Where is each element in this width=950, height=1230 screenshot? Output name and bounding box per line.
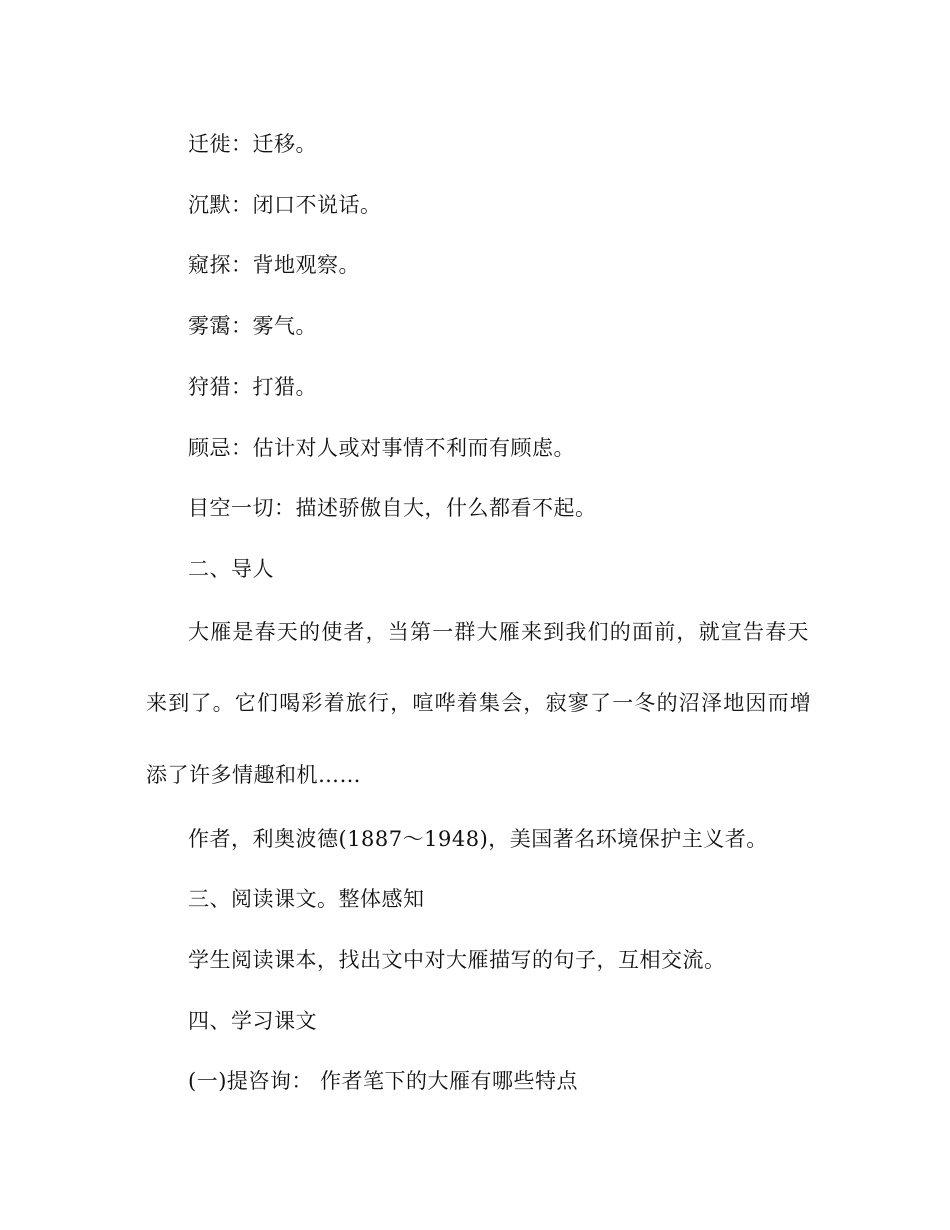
author-note: 作者，利奥波德(1887～1948)，美国著名环境保护主义者。 xyxy=(188,827,768,851)
paragraph-intro-line-2: 来到了。它们喝彩着旅行，喧哗着集会，寂寥了一冬的沼泽地因而增 xyxy=(146,691,812,715)
question-line: (一)提咨询： 作者笔下的大雁有哪些特点 xyxy=(188,1069,579,1093)
vocab-line-mukongyiqie: 目空一切：描述骄傲自大，什么都看不起。 xyxy=(188,496,597,520)
reading-instruction: 学生阅读课本，找出文中对大雁描写的句子，互相交流。 xyxy=(188,948,726,972)
vocab-line-guji: 顾忌：估计对人或对事情不利而有顾虑。 xyxy=(188,436,575,460)
section-heading-study: 四、学习课文 xyxy=(188,1009,317,1033)
section-heading-reading: 三、阅读课文。整体感知 xyxy=(188,887,425,911)
paragraph-intro-line-3: 添了许多情趣和机…… xyxy=(146,763,361,787)
vocab-line-chenmo: 沉默：闭口不说话。 xyxy=(188,193,382,217)
vocab-line-qianxi: 迁徙：迁移。 xyxy=(188,132,317,156)
paragraph-intro-line-1: 大雁是春天的使者，当第一群大雁来到我们的面前，就宣告春天 xyxy=(188,620,810,644)
vocab-line-kuitan: 窥探：背地观察。 xyxy=(188,253,360,277)
vocab-line-wuai: 雾霭：雾气。 xyxy=(188,314,317,338)
vocab-line-shoulie: 狩猎：打猎。 xyxy=(188,375,317,399)
section-heading-intro: 二、导人 xyxy=(188,557,274,581)
